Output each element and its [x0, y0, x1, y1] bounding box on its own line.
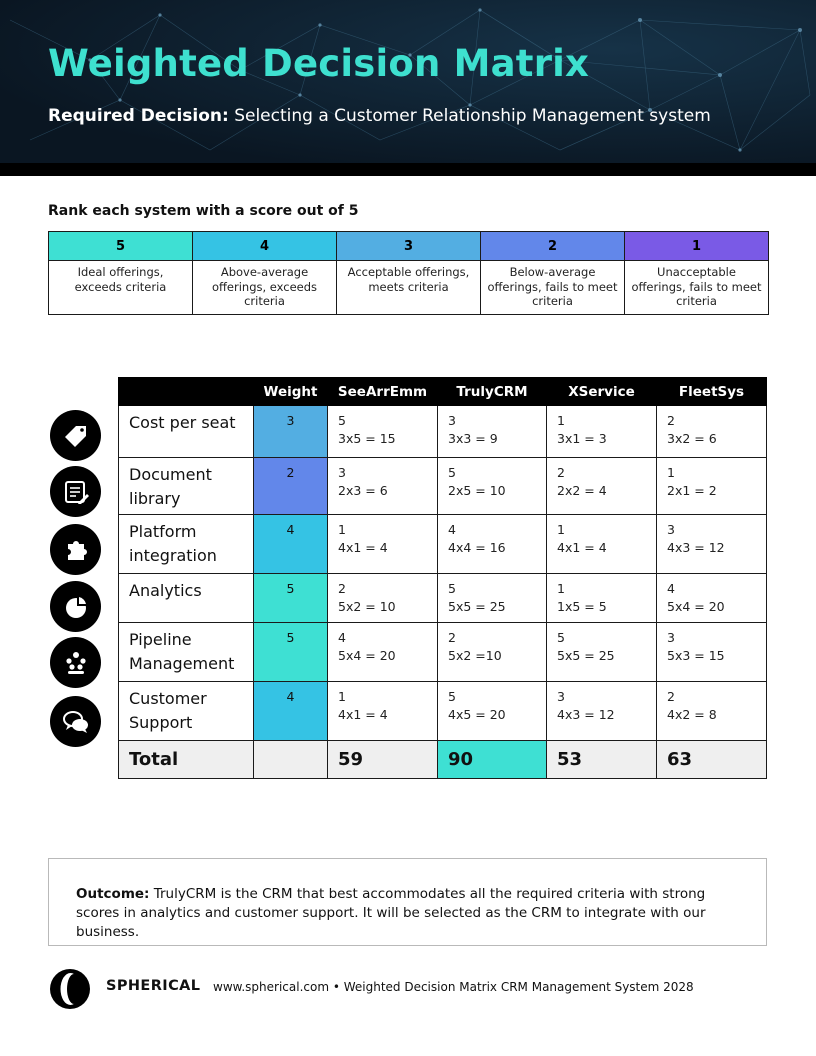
- score-calculation: 2x2 = 4: [557, 483, 607, 498]
- total-fleetsys: 63: [657, 741, 767, 779]
- header-trulycrm: TrulyCRM: [438, 378, 547, 406]
- score-value: 3: [557, 689, 565, 704]
- table-row: [119, 458, 767, 515]
- score-cell: [328, 458, 438, 515]
- rank-score-1: 1: [625, 232, 769, 261]
- subtitle-text: Selecting a Customer Relationship Management system: [228, 106, 711, 126]
- score-calculation: 2x5 = 10: [448, 483, 506, 498]
- score-calculation: 2x3 = 6: [338, 483, 388, 498]
- rank-score-3: 3: [337, 232, 481, 261]
- score-cell: [547, 458, 657, 515]
- header-weight: Weight: [254, 378, 328, 406]
- score-cell: [547, 682, 657, 741]
- score-cell: [657, 515, 767, 574]
- score-value: 2: [448, 630, 456, 645]
- total-label: Total: [119, 741, 254, 779]
- document-edit-icon: [50, 466, 101, 517]
- criterion-label: Pipeline Management: [119, 623, 254, 682]
- header-criterion: [119, 378, 254, 406]
- score-calculation: 4x3 = 12: [667, 540, 725, 555]
- score-calculation: 3x3 = 9: [448, 431, 498, 446]
- weight-cell: 4: [254, 682, 328, 741]
- score-calculation: 4x4 = 16: [448, 540, 506, 555]
- score-calculation: 1x5 = 5: [557, 599, 607, 614]
- rank-score-2: 2: [481, 232, 625, 261]
- score-cell: [438, 515, 547, 574]
- score-value: 2: [338, 581, 346, 596]
- team-icon: [50, 637, 101, 688]
- score-calculation: 4x1 = 4: [338, 707, 388, 722]
- score-calculation: 4x3 = 12: [557, 707, 615, 722]
- pie-chart-icon: [50, 581, 101, 632]
- score-cell: [547, 574, 657, 623]
- score-value: 1: [557, 522, 565, 537]
- score-cell: [657, 623, 767, 682]
- score-value: 5: [557, 630, 565, 645]
- criterion-label: Analytics: [119, 574, 254, 623]
- score-value: 3: [338, 465, 346, 480]
- rank-description-3: Acceptable offerings, meets criteria: [337, 261, 481, 315]
- score-cell: [438, 623, 547, 682]
- outcome-label: Outcome:: [76, 886, 150, 902]
- score-value: 5: [448, 465, 456, 480]
- rank-score-row: [49, 232, 769, 261]
- weight-cell: 4: [254, 515, 328, 574]
- total-trulycrm: 90: [438, 741, 547, 779]
- score-calculation: 4x1 = 4: [557, 540, 607, 555]
- score-cell: [657, 458, 767, 515]
- page-title: Weighted Decision Matrix: [48, 42, 590, 85]
- table-row: [119, 623, 767, 682]
- matrix-header-row: [119, 378, 767, 406]
- brand-name: SPHERICAL: [106, 978, 201, 994]
- subtitle-label: Required Decision:: [48, 106, 229, 126]
- table-row: [119, 682, 767, 741]
- decision-matrix-table: [118, 377, 767, 779]
- score-value: 1: [338, 689, 346, 704]
- score-calculation: 3x1 = 3: [557, 431, 607, 446]
- score-cell: [547, 623, 657, 682]
- weight-cell: 3: [254, 406, 328, 458]
- score-cell: [657, 406, 767, 458]
- outcome-box: [48, 858, 767, 946]
- weight-cell: 5: [254, 574, 328, 623]
- header-xservice: XService: [547, 378, 657, 406]
- score-cell: [438, 574, 547, 623]
- score-value: 1: [557, 581, 565, 596]
- score-cell: [328, 574, 438, 623]
- score-cell: [657, 682, 767, 741]
- total-xservice: 53: [547, 741, 657, 779]
- puzzle-icon: [50, 524, 101, 575]
- score-cell: [547, 406, 657, 458]
- score-cell: [328, 515, 438, 574]
- score-cell: [438, 406, 547, 458]
- rank-scale-table: [48, 231, 769, 315]
- criterion-label: Customer Support: [119, 682, 254, 741]
- rank-score-4: 4: [193, 232, 337, 261]
- score-value: 5: [338, 413, 346, 428]
- price-tag-icon: [50, 410, 101, 461]
- score-calculation: 5x5 = 25: [448, 599, 506, 614]
- table-row: [119, 406, 767, 458]
- score-value: 2: [667, 689, 675, 704]
- score-value: 2: [667, 413, 675, 428]
- score-value: 5: [448, 581, 456, 596]
- score-cell: [547, 515, 657, 574]
- rank-description-4: Above-average offerings, exceeds criteria: [193, 261, 337, 315]
- rank-description-2: Below-average offerings, fails to meet criteria: [481, 261, 625, 315]
- score-calculation: 3x2 = 6: [667, 431, 717, 446]
- score-cell: [657, 574, 767, 623]
- score-calculation: 5x2 = 10: [338, 599, 396, 614]
- score-value: 2: [557, 465, 565, 480]
- score-value: 1: [667, 465, 675, 480]
- score-value: 3: [667, 630, 675, 645]
- score-value: 3: [448, 413, 456, 428]
- rank-description-5: Ideal offerings, exceeds criteria: [49, 261, 193, 315]
- score-value: 5: [448, 689, 456, 704]
- page-subtitle: [48, 106, 711, 126]
- rank-description-row: [49, 261, 769, 315]
- header-seearremm: SeeArrEmm: [328, 378, 438, 406]
- header-fleetsys: FleetSys: [657, 378, 767, 406]
- score-calculation: 5x4 = 20: [667, 599, 725, 614]
- score-calculation: 5x5 = 25: [557, 648, 615, 663]
- table-row: [119, 574, 767, 623]
- score-calculation: 5x4 = 20: [338, 648, 396, 663]
- rank-score-5: 5: [49, 232, 193, 261]
- score-value: 3: [667, 522, 675, 537]
- score-value: 4: [667, 581, 675, 596]
- score-calculation: 5x3 = 15: [667, 648, 725, 663]
- total-seearremm: 59: [328, 741, 438, 779]
- score-value: 4: [448, 522, 456, 537]
- score-value: 1: [557, 413, 565, 428]
- score-value: 1: [338, 522, 346, 537]
- score-calculation: 3x5 = 15: [338, 431, 396, 446]
- score-cell: [328, 682, 438, 741]
- rank-heading: Rank each system with a score out of 5: [48, 203, 359, 219]
- score-cell: [328, 623, 438, 682]
- chat-bubbles-icon: [50, 696, 101, 747]
- table-row: [119, 515, 767, 574]
- score-calculation: 4x5 = 20: [448, 707, 506, 722]
- score-calculation: 4x2 = 8: [667, 707, 717, 722]
- header-banner: [0, 0, 816, 176]
- criterion-label: Document library: [119, 458, 254, 515]
- rank-description-1: Unacceptable offerings, fails to meet criteria: [625, 261, 769, 315]
- header-bottom-bar: [0, 163, 816, 176]
- score-calculation: 4x1 = 4: [338, 540, 388, 555]
- score-cell: [438, 458, 547, 515]
- total-weight-empty: [254, 741, 328, 779]
- score-value: 4: [338, 630, 346, 645]
- criterion-label: Cost per seat: [119, 406, 254, 458]
- score-cell: [328, 406, 438, 458]
- spherical-logo: [49, 968, 91, 1010]
- weight-cell: 2: [254, 458, 328, 515]
- score-cell: [438, 682, 547, 741]
- criterion-label: Platform integration: [119, 515, 254, 574]
- score-calculation: 2x1 = 2: [667, 483, 717, 498]
- total-row: [119, 741, 767, 779]
- score-calculation: 5x2 =10: [448, 648, 502, 663]
- footer-text: www.spherical.com • Weighted Decision Matrix CRM Management System 2028: [213, 980, 694, 994]
- outcome-text: TrulyCRM is the CRM that best accommodates all the required criteria with strong scores in analytics and customer support. It will be selected as the CRM to integrate with our business.: [76, 886, 706, 940]
- weight-cell: 5: [254, 623, 328, 682]
